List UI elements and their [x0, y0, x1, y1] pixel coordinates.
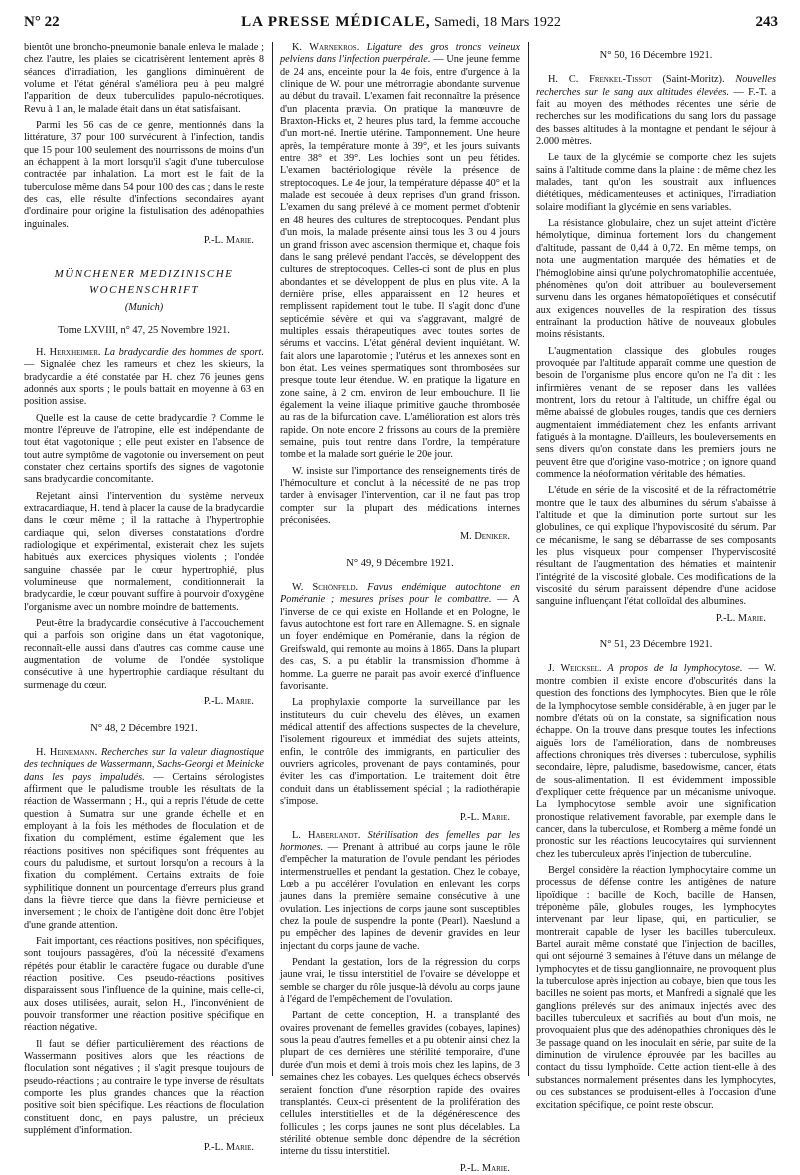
article-title: La bradycardie des hommes de sport. — [100, 346, 264, 358]
issue-line: N° 49, 9 Décembre 1921. — [346, 557, 454, 569]
signature: P.-L. Marie. — [203, 235, 254, 247]
signature: P.-L. Marie. — [203, 696, 254, 708]
article-title: Stérilisation des femelles par les hormones. — [280, 829, 520, 853]
journal-heading: WOCHENSCHRIFT — [89, 283, 199, 296]
article-text: — Une jeune femme de 24 ans, enceinte pour la 4e fois, entre d'urgence à la clinique de W. pour une métrorragie abondante survenue au début du travail. L'examen fait reconnaître la présence d'un placenta prævia. On pratique la manœuvre de Braxton-Hicks et, 2 heures plus tard, la femme accouche d'un mort-né. Inertie utérine. Tamponnement. Une heure après, la température monte à 39°, et les jours suivants entre 38° et 39°. Les lochies sont un peu fétides. L'examen bactériologique révèle la présence de streptocoques. Le 4e jour, la température dépasse 40° et la malade est secouée à deux reprises d'un grand frisson. L'examen du sang prélevé à ce moment permet d'obtenir en 48 heures des cultures de streptocoques. Pendant plus d'un mois, la malade présente ainsi tous les 3 ou 4 jours un grand frisson avec ascension thermique et, chaque fois dans le sang prélevé pendant l'accès, se développent des cultures de streptocoques. Celles-ci sont de plus en plus abondantes et se développent de plus en plus vite. A la dernière prise, elles apparaissent en 12 heures et remplissent rapidement tout le tube. Il s'agit donc d'une septicémie sévère et qui va s'aggravant, malgré de multiples essais thérapeutiques avec toutes sortes de sérums et vaccins. L'état général devient inquiétant. W. fait alors une laparotomie ; l'utérus et les annexes sont en bon état. Les veines spermatiques sont thrombosées sur presque toute leur étendue. W. en pratique la ligature en zone saine, à 2 cm. environ de leur embouchure. Il lie également la veine iliaque primitive gauche thrombosée au ras de la bifurcation cave. L'amélioration est alors très rapide. On note encore 2 frissons au cours de la première semaine, puis tout rentre dans l'ordre, la température tombe et la malade sort guérie le 20e jour. — [280, 54, 520, 461]
paragraph: Bergel considère la réaction lymphocytaire comme un processus de défense contre les antigènes de nature lipoïdique : bacille de Koch, bacille de Hansen, tréponème pâle, globules rouges, les lymphocytes intervenant par leur lipase, qui, en particulier, se montrerait capable de lyser les bacilles tuberculeux. Bartel aurait même constaté que l'injection de bacilles, qui ont séjourné 3 semaines à l'étuve dans un mélange de lymphocytes et de tissu ganglionnaire, ne provoquent plus la tuberculose après injection au cobaye, bien que tous les bacilles ne soient pas morts, et Manfredi a signalé que les ganglions prélevés sur des animaux injectés avec des bacilles tuberculeux et sacrifiés au bout d'un mois, ne provoquaient plus que des adénopathies chroniques dès le 3e passage quand on les inoculait en série, par suite de la diminution de virulence éprouvée par les bacilles au contact du tissu lymphoïde. Cette action tient-elle à des substances normalement présentes dans les lymphocytes, ou ces substances se produisent-elles à l'occasion d'une excitation spécifique, ce point reste obscur. — [536, 864, 776, 1111]
signature: P.-L. Marie. — [203, 1141, 254, 1153]
column-divider — [272, 42, 273, 1076]
article-author: J. Weicksel. — [548, 663, 602, 675]
journal-heading: MÜNCHENER MEDIZINISCHE — [54, 267, 234, 280]
page-header — [24, 14, 778, 34]
article-place: (Saint-Moritz). — [651, 74, 725, 86]
paragraph: Rejetant ainsi l'intervention du système nerveux extracardiaque, H. tend à placer la cause de la bradycardie dans le cœur même ; il la rattache à l'hypertrophie cardiaque qui, selon diverses constatations d'ordre radiologique et expérimental, existerait chez les sujets habitués aux exercices physiques violents ; l'ondée sanguine chassée par le cœur hypertrophié, plus volumineuse que normalement, conditionnerait la bradycardie, le cœur pouvant suffire à pourvoir d'oxygène l'organisme avec un nombre moindre de battements. — [24, 490, 264, 613]
article-haberlandt — [280, 830, 520, 953]
journal-city: (Munich) — [124, 302, 164, 314]
article-text: — Signalée chez les rameurs et chez les skieurs, la bradycardie a été constatée par H. chez 76 jeunes gens adonnés aux sports ; le pouls battait en moyenne à 63 en position assise. — [24, 359, 264, 408]
columns — [24, 42, 778, 1174]
paragraph: Fait important, ces réactions positives, non spécifiques, sont toujours passagères, d'où la nécessité d'examens répétés pour établir le caractère fugace ou durable d'une réaction positive. Ces pseudo-réactions positives disparaissent sous l'influence de la quinine, mais celle-ci, aux doses utilisées, aurait, selon H., l'inconvénient de pouvoir transformer une réaction positive spécifique en réaction négative. — [24, 936, 264, 1034]
issue-line: N° 51, 23 Décembre 1921. — [599, 639, 713, 651]
issue-number: N° 22 — [24, 14, 60, 30]
column-middle — [280, 42, 520, 1174]
paragraph: La prophylaxie comporte la surveillance par les instituteurs du cuir chevelu des élèves, un examen médical attentif des affections suspectes de la chevelure, l'isolement rigoureux et immédiat des sujets atteints, enfin, le contrôle des immigrants, en particulier des ouvriers agricoles, provenant de pays contaminés, pour éviter les cas d'importation. Le traitement doit être conduit dans un établissement spécial ; la radiothérapie s'impose. — [280, 697, 520, 807]
paragraph: Peut-être la bradycardie consécutive à l'accouchement qui a parfois son origine dans un état vagotonique, reconnaît-elle aussi dans d'autres cas comme cause une augmentation de volume de l'ondée systolique consécutive à une hypertrophie cardiaque résultant du surmenage du cœur. — [24, 618, 264, 691]
article-text: — Prenant à attribué au corps jaune le rôle d'empêcher la maturation de l'ovule pendant les périodes intermenstruelles et pendant la gestation. Chez le cobaye, Lœb a pu accélérer l'ovulation en enlevant les corps jaunes dans la première semaine consécutive à une ovulation. Les injections de corps jaune sont susceptibles chez la poule de suspendre la ponte (Pearl). Naeslund a pu empêcher des lapines de devenir gravides en leur injectant du corps jaune de vache. — [280, 841, 520, 952]
article-title: Favus endémique autochtone en Poméranie ; mesures prises pour le combattre. — [280, 582, 520, 606]
article-weicksel — [536, 663, 776, 861]
issue-line: N° 50, 16 Décembre 1921. — [599, 50, 713, 61]
article-herxheimer — [24, 347, 264, 409]
issue-line: Tome LXVIII, n° 47, 25 Novembre 1921. — [58, 324, 230, 336]
article-text: — F.-T. a fait au moyen des méthodes récentes une série de recherches sur les modifications du sang lors du passage des basses altitudes à la montagne et pendant le séjour à 2.000 mètres. — [536, 86, 776, 148]
article-author: K. Warnekros. — [292, 42, 360, 53]
article-title: Ligature des gros troncs veineux pelviens dans l'infection puerpérale. — [280, 42, 520, 66]
column-divider — [528, 42, 529, 1076]
article-author: W. Schönfeld. — [292, 582, 359, 594]
paragraph: L'étude en série de la viscosité et de la réfractométrie montre que le taux des albumines du sérum s'abaisse à l'altitude et que la diminution porte surtout sur les globulines, ce qui explique l'hypoviscosité du sérum. Par ce mécanisme, le sang se débarrasse de ses composants les plus visqueux pour compenser l'hyperviscosité résultant de l'augmentation des hématies et maintenir l'intégrité de la viscosité globale. Ces modifications de la viscosité du sérum paraissent dépendre d'une acidose sanguine influençant l'état colloïdal des albumines. — [536, 485, 776, 608]
issue-line: N° 48, 2 Décembre 1921. — [90, 722, 198, 734]
article-title: Recherches sur la valeur diagnostique des techniques de Wassermann, Sachs-Georgi et Meinicke dans les pays impaludés. — [24, 746, 264, 783]
paragraph: La résistance globulaire, chez un sujet atteint d'ictère hémolytique, diminua fortement lors du changement d'altitude, passant de 0,44 à 0,72. En même temps, on nota une augmentation marquée des hématies et de l'hémoglobine ainsi qu'une polychromatophilie accentuée, phénomènes qu'on doit attribuer au bouleversement survenu dans les organes hématopoïétiques et consécutif aux exigences nouvelles de la respiration des tissus entraînant la production hâtive de nouveaux globules moins résistants. — [536, 218, 776, 341]
paragraph: bientôt une broncho-pneumonie banale enleva le malade ; chez l'autre, les plaies se cicatrisèrent lentement après 8 séances d'irradiation, les ganglions diminuèrent de volume et l'état général s'améliora peu à peu malgré l'apparition de deux tuberculides papulo-nécrotiques. Revu à 1 an, le malade était dans un état satisfaisant. — [24, 42, 264, 115]
article-author: H. Heinemann. — [36, 746, 98, 758]
paragraph: W. insiste sur l'importance des renseignements tirés de l'hémoculture et conclut à la nécessité de ne pas trop tarder à envisager l'intervention, car il ne faut pas trop compter sur la plupart des médications internes préconisées. — [280, 465, 520, 527]
signature: P.-L. Marie. — [459, 812, 510, 824]
page-number: 243 — [755, 14, 778, 30]
article-author: H. C. Frenkel-Tissot — [548, 74, 652, 86]
article-text: — A l'inverse de ce qui existe en Hollande et en Pologne, le favus autochtone est fort rare en Allemagne. S. en signale un foyer endémique en Poméranie, dans la région de Greifswald, qui remonte au moins à 1865. Dans la plupart des cas, S. a pu établir la transmission d'homme à homme. La guerre ne parait pas avoir exercé d'influence favorisante. — [280, 594, 520, 692]
issue-date: Samedi, 18 Mars 1922 — [430, 15, 561, 30]
article-author: H. Herxheimer. — [36, 346, 101, 358]
article-title: A propos de la lymphocytose. — [601, 663, 743, 675]
article-schonfeld — [280, 582, 520, 693]
article-author: L. Haberlandt. — [292, 829, 361, 841]
article-heinemann — [24, 747, 264, 932]
journal-name: LA PRESSE MÉDICALE, — [241, 14, 431, 30]
paragraph: Quelle est la cause de cette bradycardie ? Comme le montre l'épreuve de l'atropine, elle est indépendante de tout état vagotonique ; elle peut exister en l'absence de tout autre symptôme de vagotonie ou inversement on peut constater chez certains sportifs des signes de vagotonie sans bradycardie concomitante. — [24, 412, 264, 486]
paragraph: Le taux de la glycémie se comporte chez les sujets sains à l'altitude comme dans la plaine : de même chez les malades, tant qu'on les soustrait aux influences diététiques, médicamenteuses et actiniques, l'irradiation solaire modifiant la glycémie en sens variables. — [536, 152, 776, 213]
article-warnekros — [280, 42, 520, 462]
article-text: — Certains sérologistes affirment que le paludisme trouble les résultats de la réaction de Wassermann ; H., qui a repris l'étude de cette question à Sumatra sur une grande échelle et en employant à la fois les méthodes de floculation et de fixation du complément, estime également que les réactions positives non spécifiques sont fréquentes au cours du paludisme, et surtout lorsqu'on a recours à la fixation du complément. Certains extraits de foie syphilitique donnent un pourcentage d'erreurs plus grand dans la fièvre tierce que dans la fièvre pernicieuse et inversement ; le choix de l'antigène doit donc être l'objet d'une grande attention. — [24, 771, 264, 931]
article-frenkel — [536, 74, 776, 148]
column-right — [536, 42, 777, 1111]
paragraph: L'augmentation classique des globules rouges provoquée par l'altitude apparaît comme une question de besoin de l'organisme plus encore qu'on ne l'a dit : les infirmières venant de se reposer dans les vallées montrent, lors du retour à l'altitude, un chiffre égal ou même abaissé de globules rouges, tandis que ces derniers augmentaient immédiatement chez les enfants arrivant fatigués à la montagne. D'ailleurs, les bouleversements en sens divers qu'on constate dans les premiers jours ne peuvent être que d'origine vaso-motrice ; on ignore quand commence la néoformation véritable des hématies. — [536, 345, 776, 480]
signature: P.-L. Marie. — [715, 612, 766, 624]
article-text: — W. montre combien il existe encore d'obscurités dans la question des fonctions des lymphocytes. Bien que le rôle de la lymphocytose semble considérable, à en juger par le nombre d'états où on la constate, sa signification nous échappe. On la trouve dans presque toutes les infections aiguës lors de l'amélioration, dans de nombreuses affections chroniques très diverses : tuberculose, syphilis secondaire, lèpre, paludisme, basedowisme, cancer, états de sous-alimentation. Il est évidemment impossible d'expliquer cette fréquence par un mécanisme univoque. La lymphocytose semble avoir une signification pronostique relativement favorable, par exemple dans le cancer, dans la tuberculose, et Romberg a même fondé un pronostic sur les réactions leucocytaires qui surviennent chez les tuberculeux après l'injection de tuberculine. — [536, 663, 777, 860]
paragraph: Partant de cette conception, H. a transplanté des ovaires provenant de femelles gravides (cobayes, lapines) sous la peau d'autres femelles et a pu obtenir ainsi chez la plupart de ces dernières une stérilité temporaire, d'une durée d'un mois et demi à trois mois chez les lapins, de 3 semaines chez les cobayes. Les quelques échecs observés seraient fonction d'une résorption rapide des ovaires transplantés. Ceux-ci présentent de la prolifération des cellules interstitielles et de la dégénérescence des follicules ; les corps jaunes ne sont plus décelables. La stérilité obtenue semble donc dépendre de la sécrétion interne du tissu interstitiel. — [280, 1010, 520, 1158]
paragraph: Parmi les 56 cas de ce genre, mentionnés dans la littérature, 37 pour 100 survécurent à l'infection, tandis que 15 pour 100 seulement des nourrissons de moins d'un an échappent à la mort lorsqu'il s'agit d'une tuberculose contractée par inhalation. La mort est le fait de la tuberculose même dans 54 pour 100 des cas ; dans le reste des cas, elle résulte d'infections secondaires ayant d'ordinaire pour origine la fistulisation des adénopathies inguinales. — [24, 120, 264, 230]
paragraph: Pendant la gestation, lors de la régression du corps jaune vrai, le tissu interstitiel de l'ovaire se développe et semble se charger du rôle jusque-là dévolu au corps jaune à l'égard de l'empêchement de l'ovulation. — [280, 957, 520, 1006]
column-left — [24, 42, 264, 1153]
paragraph: Il faut se défier particulièrement des réactions de Wassermann positives alors que les réactions de floculation sont négatives ; il s'agit presque toujours de pseudo-réactions ; au contraire le type inverse de résultats comporte les plus grandes chances que la réaction positive soit bien spécifique. Les réactions de floculation constituent donc, en pays palustre, un précieux supplément d'information. — [24, 1038, 264, 1137]
signature: P.-L. Marie. — [459, 1162, 510, 1174]
journal-title — [24, 14, 778, 31]
signature: M. Deniker. — [460, 531, 510, 543]
article-title: Nouvelles recherches sur le sang aux altitudes élevées. — [536, 74, 776, 98]
